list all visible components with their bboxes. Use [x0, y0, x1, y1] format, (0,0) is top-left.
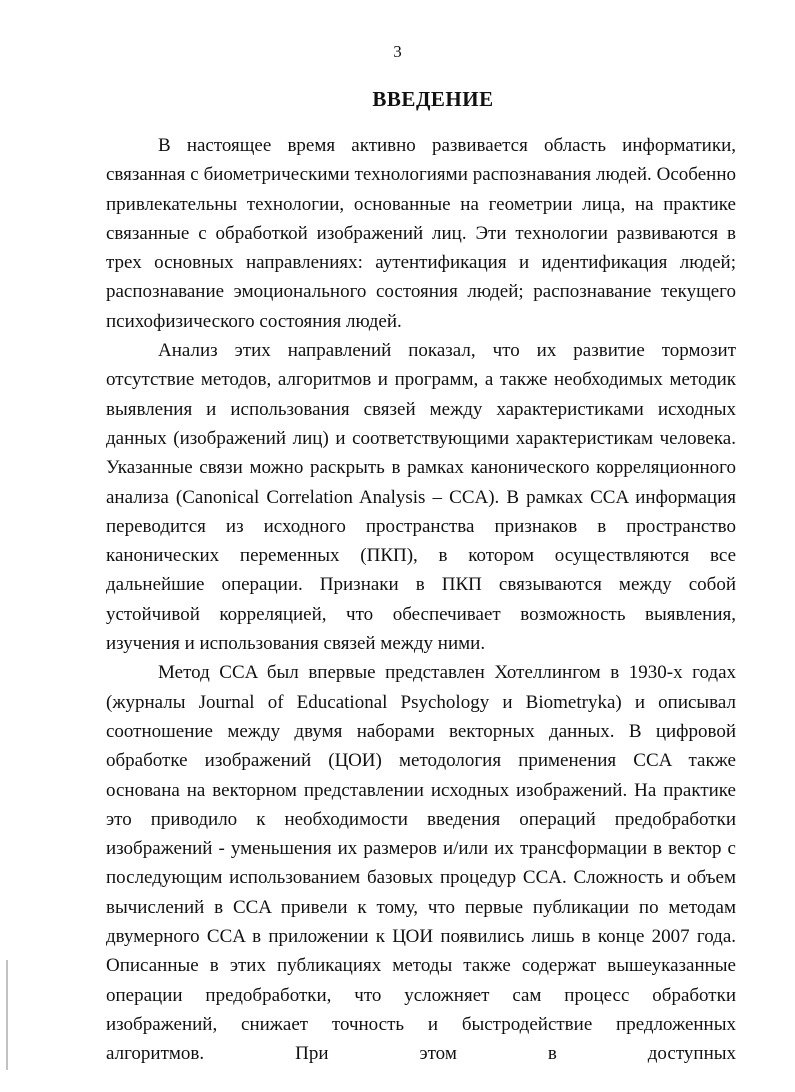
- page-number: 3: [393, 42, 402, 61]
- paragraph-intro: В настоящее время активно развивается область информатики, связанная с биометрическими технологиями распознавания людей. Особенно привлекательны технологии, основанные на геометрии лица, на практике связанные с обработкой изображений лиц. Эти технологии развиваются в трех основных направлениях: аутентификация и идентификация людей; распознавание эмоционального состояния людей; распознавание текущего психофизического состояния людей.: [106, 135, 736, 332]
- scan-edge-mark: [6, 960, 8, 1070]
- paragraph-analysis: Анализ этих направлений показал, что их развитие тормозит отсутствие методов, алгоритмов и программ, а также необходимых методик выявления и использования связей между характеристиками исходных данных (изображений лиц) и соответствующими характеристикам человека. Указанные связи можно раскрыть в рамках канонического корреляционного анализа (Canonical Correlation Analysis – CCA). В рамках CCA информация переводится из исходного пространства признаков в пространство канонических переменных (ПКП), в котором осуществляются все дальнейшие операции. Признаки в ПКП связываются между собой устойчивой корреляцией, что обеспечивает возможность выявления, изучения и использования связей между ними.: [106, 340, 736, 655]
- paragraph-cca-method: Метод CCA был впервые представлен Хотеллингом в 1930-х годах (журналы Journal of Educational Psychology и Biometryka) и описывал соотношение между двумя наборами векторных данных. В цифровой обработке изображений (ЦОИ) методология применения CCA также основана на векторном представлении исходных изображений. На практике это приводило к необходимости введения операций предобработки изображений - уменьшения их размеров и/или их трансформации в вектор с последующим использованием базовых процедур CCA. Сложность и объем вычислений в CCA привели к тому, что первые публикации по методам двумерного CCA в приложении к ЦОИ появились лишь в конце 2007 года. Описанные в этих публикациях методы также содержат вышеуказанные операции предобработки, что усложняет сам процесс обработки изображений, снижает точность и быстродействие предложенных алгоритмов. При этом в доступных: [106, 662, 736, 1065]
- document-body: [106, 131, 736, 1069]
- page-title: ВВЕДЕНИЕ: [372, 87, 494, 111]
